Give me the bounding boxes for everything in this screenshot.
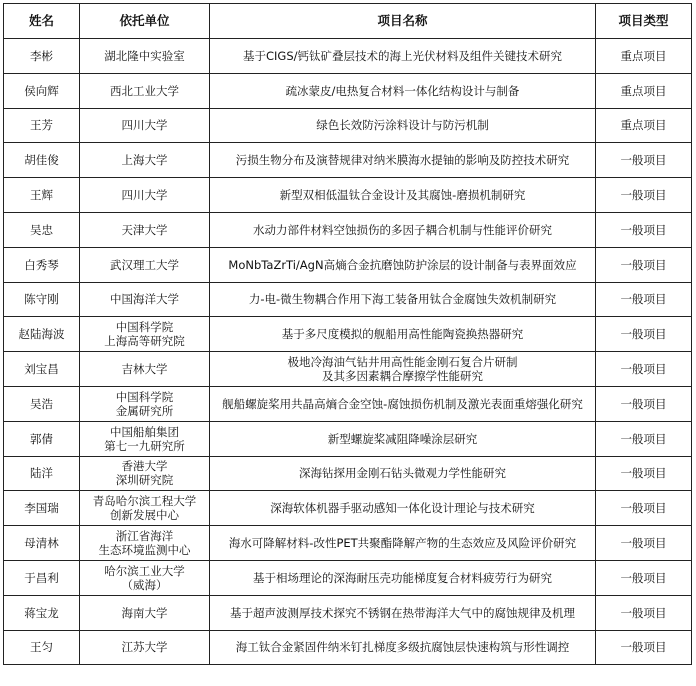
cell-type: 一般项目 bbox=[596, 491, 692, 526]
cell-org: 四川大学 bbox=[80, 108, 210, 143]
cell-name: 母清林 bbox=[4, 526, 80, 561]
cell-type: 一般项目 bbox=[596, 317, 692, 352]
cell-org: 湖北隆中实验室 bbox=[80, 39, 210, 74]
cell-title: 水动力部件材料空蚀损伤的多因子耦合机制与性能评价研究 bbox=[210, 212, 596, 247]
table-row bbox=[4, 352, 692, 387]
cell-type: 一般项目 bbox=[596, 212, 692, 247]
cell-title: 海工钛合金紧固件纳米钉扎梯度多级抗腐蚀层快速构筑与形性调控 bbox=[210, 630, 596, 665]
cell-name: 王匀 bbox=[4, 630, 80, 665]
cell-name: 李彬 bbox=[4, 39, 80, 74]
cell-title: 基于超声波测厚技术探究不锈钢在热带海洋大气中的腐蚀规律及机理 bbox=[210, 595, 596, 630]
cell-title: 新型双相低温钛合金设计及其腐蚀-磨损机制研究 bbox=[210, 178, 596, 213]
cell-title: 污损生物分布及演替规律对纳米膜海水提铀的影响及防控技术研究 bbox=[210, 143, 596, 178]
cell-org: 西北工业大学 bbox=[80, 73, 210, 108]
table-row bbox=[4, 247, 692, 282]
cell-title: 极地冷海油气钻井用高性能金刚石复合片研制 及其多因素耦合摩擦学性能研究 bbox=[210, 352, 596, 387]
cell-org: 江苏大学 bbox=[80, 630, 210, 665]
cell-type: 一般项目 bbox=[596, 352, 692, 387]
cell-title: 舰船螺旋桨用共晶高熵合金空蚀-腐蚀损伤机制及激光表面重熔强化研究 bbox=[210, 386, 596, 421]
cell-org: 香港大学 深圳研究院 bbox=[80, 456, 210, 491]
table-row bbox=[4, 630, 692, 665]
cell-org: 中国科学院 上海高等研究院 bbox=[80, 317, 210, 352]
table-row bbox=[4, 560, 692, 595]
table-row bbox=[4, 282, 692, 317]
cell-title: 绿色长效防污涂料设计与防污机制 bbox=[210, 108, 596, 143]
cell-name: 王芳 bbox=[4, 108, 80, 143]
cell-name: 白秀琴 bbox=[4, 247, 80, 282]
cell-name: 王辉 bbox=[4, 178, 80, 213]
cell-type: 一般项目 bbox=[596, 560, 692, 595]
cell-org: 中国船舶集团 第七一九研究所 bbox=[80, 421, 210, 456]
cell-type: 一般项目 bbox=[596, 143, 692, 178]
cell-type: 一般项目 bbox=[596, 178, 692, 213]
table-row bbox=[4, 386, 692, 421]
cell-type: 重点项目 bbox=[596, 73, 692, 108]
table-row bbox=[4, 491, 692, 526]
header-org: 依托单位 bbox=[80, 4, 210, 39]
header-type: 项目类型 bbox=[596, 4, 692, 39]
cell-title: 基于CIGS/钙钛矿叠层技术的海上光伏材料及组件关键技术研究 bbox=[210, 39, 596, 74]
cell-type: 重点项目 bbox=[596, 108, 692, 143]
cell-name: 吴浩 bbox=[4, 386, 80, 421]
cell-title: MoNbTaZrTi/AgN高熵合金抗磨蚀防护涂层的设计制备与表界面效应 bbox=[210, 247, 596, 282]
cell-title: 基于多尺度模拟的舰船用高性能陶瓷换热器研究 bbox=[210, 317, 596, 352]
header-row bbox=[4, 4, 692, 39]
table-row bbox=[4, 456, 692, 491]
cell-title: 海水可降解材料-改性PET共聚酯降解产物的生态效应及风险评价研究 bbox=[210, 526, 596, 561]
table-row bbox=[4, 212, 692, 247]
cell-name: 蒋宝龙 bbox=[4, 595, 80, 630]
table-row bbox=[4, 526, 692, 561]
cell-org: 武汉理工大学 bbox=[80, 247, 210, 282]
cell-type: 一般项目 bbox=[596, 386, 692, 421]
cell-name: 胡佳俊 bbox=[4, 143, 80, 178]
cell-title: 力-电-微生物耦合作用下海工装备用钛合金腐蚀失效机制研究 bbox=[210, 282, 596, 317]
header-title: 项目名称 bbox=[210, 4, 596, 39]
cell-name: 陈守刚 bbox=[4, 282, 80, 317]
cell-type: 一般项目 bbox=[596, 630, 692, 665]
cell-name: 赵陆海波 bbox=[4, 317, 80, 352]
table-header bbox=[4, 4, 692, 39]
cell-name: 李国瑞 bbox=[4, 491, 80, 526]
cell-org: 吉林大学 bbox=[80, 352, 210, 387]
cell-title: 深海钻探用金刚石钻头微观力学性能研究 bbox=[210, 456, 596, 491]
cell-name: 于昌利 bbox=[4, 560, 80, 595]
table-row bbox=[4, 143, 692, 178]
cell-type: 一般项目 bbox=[596, 421, 692, 456]
cell-org: 哈尔滨工业大学 （威海） bbox=[80, 560, 210, 595]
cell-name: 陆洋 bbox=[4, 456, 80, 491]
cell-type: 一般项目 bbox=[596, 526, 692, 561]
cell-title: 疏冰蒙皮/电热复合材料一体化结构设计与制备 bbox=[210, 73, 596, 108]
cell-name: 吴忠 bbox=[4, 212, 80, 247]
table-body bbox=[4, 39, 692, 665]
cell-title: 新型螺旋桨减阻降噪涂层研究 bbox=[210, 421, 596, 456]
cell-org: 四川大学 bbox=[80, 178, 210, 213]
cell-org: 中国科学院 金属研究所 bbox=[80, 386, 210, 421]
cell-type: 一般项目 bbox=[596, 282, 692, 317]
table-row bbox=[4, 178, 692, 213]
cell-org: 上海大学 bbox=[80, 143, 210, 178]
cell-type: 一般项目 bbox=[596, 247, 692, 282]
cell-org: 海南大学 bbox=[80, 595, 210, 630]
cell-title: 深海软体机器手驱动感知一体化设计理论与技术研究 bbox=[210, 491, 596, 526]
cell-title: 基于相场理论的深海耐压壳功能梯度复合材料疲劳行为研究 bbox=[210, 560, 596, 595]
cell-org: 青岛哈尔滨工程大学 创新发展中心 bbox=[80, 491, 210, 526]
header-name: 姓名 bbox=[4, 4, 80, 39]
table-row bbox=[4, 421, 692, 456]
cell-org: 浙江省海洋 生态环境监测中心 bbox=[80, 526, 210, 561]
cell-org: 中国海洋大学 bbox=[80, 282, 210, 317]
table-row bbox=[4, 317, 692, 352]
cell-name: 郭倩 bbox=[4, 421, 80, 456]
cell-type: 重点项目 bbox=[596, 39, 692, 74]
cell-name: 侯向辉 bbox=[4, 73, 80, 108]
cell-type: 一般项目 bbox=[596, 595, 692, 630]
table-row bbox=[4, 595, 692, 630]
cell-type: 一般项目 bbox=[596, 456, 692, 491]
table-row bbox=[4, 73, 692, 108]
table-row bbox=[4, 108, 692, 143]
cell-org: 天津大学 bbox=[80, 212, 210, 247]
cell-name: 刘宝昌 bbox=[4, 352, 80, 387]
project-table bbox=[3, 3, 692, 665]
table-row bbox=[4, 39, 692, 74]
